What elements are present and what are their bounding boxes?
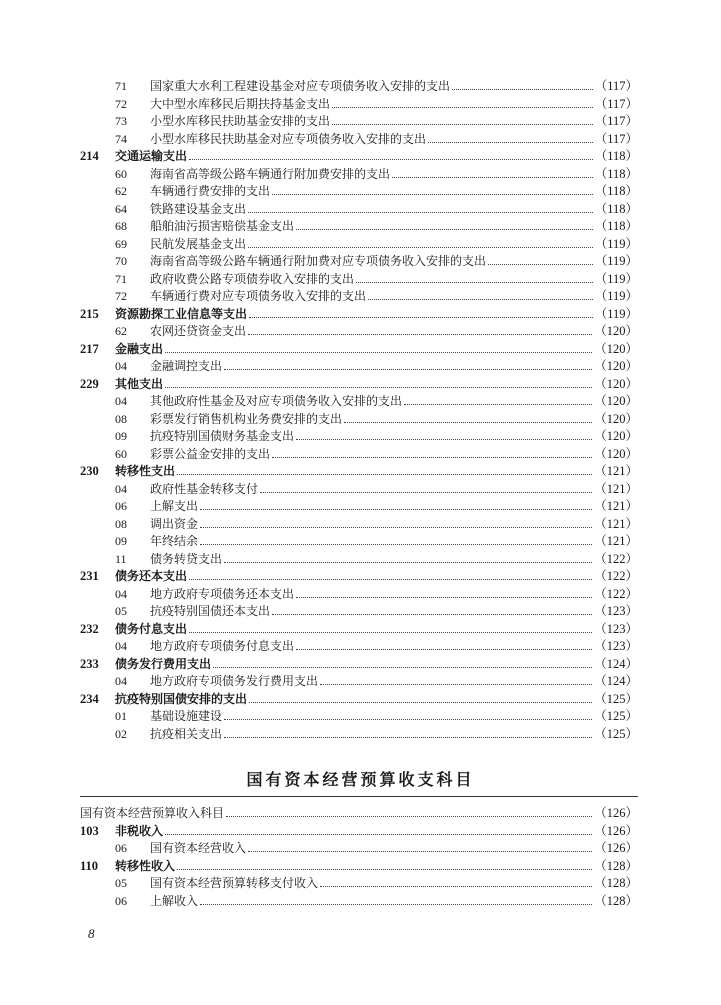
toc-entry	[80, 893, 638, 911]
toc-entry	[80, 691, 638, 709]
toc-entry-page: （117）	[594, 131, 638, 146]
toc-entry-code: 234	[80, 691, 99, 706]
toc-leader-dots	[488, 264, 593, 265]
toc-entry	[80, 428, 638, 446]
toc-entry	[80, 638, 638, 656]
toc-entry	[80, 463, 638, 481]
toc-entry-page: （126）	[594, 823, 638, 838]
toc-entry-page: （125）	[594, 726, 638, 741]
toc-leader-dots	[224, 719, 592, 720]
toc-entry-code: 09	[115, 429, 127, 443]
toc-entry-code: 72	[115, 289, 127, 303]
toc-entry-code: 72	[115, 96, 127, 111]
toc-entry	[80, 603, 638, 621]
page-number: 8	[88, 926, 95, 941]
toc-entry-title: 彩票发行销售机构业务费安排的支出	[150, 411, 343, 426]
toc-entry-page: （122）	[594, 586, 638, 601]
toc-leader-dots	[224, 737, 592, 738]
toc-leader-dots	[272, 457, 592, 458]
toc-leader-dots	[272, 614, 592, 615]
toc-entry-title: 转移性支出	[115, 464, 176, 478]
toc-entry-title: 民航发展基金支出	[150, 236, 247, 251]
toc-entry	[80, 673, 638, 691]
toc-entry	[80, 78, 638, 96]
toc-entry-title: 小型水库移民扶助基金对应专项债务收入安排的支出	[150, 131, 427, 146]
toc-entry-code: 73	[115, 114, 127, 128]
toc-entry	[80, 96, 638, 114]
toc-leader-dots	[428, 142, 593, 143]
toc-leader-dots	[249, 702, 592, 703]
toc-entry-title: 铁路建设基金支出	[150, 201, 247, 216]
toc-entry-title: 地方政府专项债务还本支出	[150, 586, 295, 601]
toc-entry-page: （121）	[594, 481, 638, 496]
toc-leader-dots	[296, 649, 592, 650]
toc-entry-code: 11	[115, 551, 127, 566]
toc-entry	[80, 113, 638, 131]
toc-entry	[80, 446, 638, 464]
toc-entry-page: （124）	[594, 656, 638, 671]
toc-entry-page: （121）	[594, 516, 638, 531]
toc-leader-dots	[332, 107, 593, 108]
toc-entry-code: 68	[115, 219, 127, 233]
toc-entry	[80, 253, 638, 271]
toc-entry-page: （123）	[594, 604, 638, 618]
toc-entry-code: 04	[115, 481, 127, 496]
toc-entry-title: 车辆通行费对应专项债务收入安排的支出	[150, 289, 367, 303]
toc-leader-dots	[165, 352, 592, 353]
section-rule	[80, 796, 638, 797]
toc-entry-code: 217	[80, 341, 99, 356]
toc-entry-page: （128）	[594, 858, 638, 873]
toc-entry	[80, 481, 638, 499]
toc-leader-dots	[296, 229, 593, 230]
toc-entry-code: 08	[115, 411, 127, 426]
toc-entry-page: （128）	[594, 893, 638, 908]
toc-entry-title: 资源勘探工业信息等支出	[115, 306, 248, 321]
toc-leader-dots	[260, 492, 592, 493]
toc-entry-title: 债务还本支出	[115, 569, 188, 583]
toc-entry-code: 05	[115, 604, 127, 618]
toc-leader-dots	[177, 474, 592, 475]
toc-entry-title: 政府性基金转移支付	[150, 481, 259, 496]
table-of-contents-lower	[80, 805, 638, 910]
toc-entry	[80, 148, 638, 166]
toc-leader-dots	[248, 334, 592, 335]
toc-entry	[80, 131, 638, 149]
toc-entry-title: 农网还贷资金支出	[150, 324, 247, 338]
toc-entry-code: 64	[115, 201, 127, 216]
toc-entry	[80, 840, 638, 858]
toc-entry-page: （120）	[594, 341, 638, 356]
toc-entry-code: 60	[115, 166, 127, 181]
table-of-contents-upper	[80, 78, 638, 743]
toc-entry-code: 233	[80, 656, 99, 671]
toc-entry-page: （120）	[594, 429, 638, 443]
toc-entry-page: （122）	[594, 551, 638, 566]
toc-entry-title: 国有资本经营收入	[150, 841, 247, 855]
toc-entry-page: （119）	[594, 306, 638, 321]
toc-entry-page: （119）	[594, 289, 638, 303]
toc-entry-page: （119）	[594, 271, 638, 286]
toc-entry-title: 转移性收入	[115, 858, 176, 873]
toc-leader-dots	[404, 404, 592, 405]
toc-leader-dots	[344, 422, 592, 423]
toc-entry-code: 04	[115, 639, 127, 653]
toc-entry-code: 69	[115, 236, 127, 251]
toc-entry-code: 02	[115, 726, 127, 741]
toc-entry-code: 232	[80, 621, 99, 636]
toc-entry	[80, 708, 638, 726]
toc-entry-page: （117）	[594, 79, 638, 93]
toc-entry-page: （120）	[594, 324, 638, 338]
toc-entry	[80, 621, 638, 639]
toc-entry	[80, 218, 638, 236]
toc-entry-page: （121）	[594, 464, 638, 478]
toc-leader-dots	[248, 212, 593, 213]
toc-entry-page: （123）	[594, 639, 638, 653]
toc-entry	[80, 341, 638, 359]
toc-entry	[80, 201, 638, 219]
toc-entry-page: （125）	[594, 691, 638, 706]
toc-entry-title: 政府收费公路专项债券收入安排的支出	[150, 271, 355, 286]
toc-leader-dots	[296, 597, 592, 598]
toc-entry-code: 08	[115, 516, 127, 531]
toc-entry	[80, 393, 638, 411]
toc-leader-dots	[189, 579, 592, 580]
toc-entry-code: 214	[80, 149, 99, 163]
toc-leader-dots	[224, 369, 592, 370]
toc-entry-title: 大中型水库移民后期扶持基金支出	[150, 96, 331, 111]
toc-entry-title: 国有资本经营预算转移支付收入	[150, 876, 319, 890]
toc-entry-title: 小型水库移民扶助基金安排的支出	[150, 114, 331, 128]
toc-leader-dots	[213, 667, 592, 668]
toc-entry-title: 国家重大水利工程建设基金对应专项债务收入安排的支出	[150, 79, 451, 93]
toc-entry	[80, 271, 638, 289]
toc-entry-code: 231	[80, 569, 99, 583]
toc-leader-dots	[165, 834, 592, 835]
toc-entry-page: （119）	[594, 254, 638, 268]
toc-entry-title: 抗疫特别国债还本支出	[150, 604, 271, 618]
toc-entry-title: 金融调控支出	[150, 359, 223, 373]
toc-leader-dots	[165, 387, 592, 388]
toc-leader-dots	[248, 851, 592, 852]
toc-entry-title: 债务付息支出	[115, 621, 188, 636]
toc-leader-dots	[249, 317, 593, 318]
toc-entry-page: （117）	[594, 96, 638, 111]
toc-entry-title: 债务发行费用支出	[115, 656, 212, 671]
toc-entry-title: 其他支出	[115, 376, 164, 391]
toc-entry-code: 04	[115, 359, 127, 373]
toc-leader-dots	[296, 439, 592, 440]
toc-entry-page: （122）	[594, 569, 638, 583]
toc-entry	[80, 183, 638, 201]
toc-entry-page: （120）	[594, 446, 638, 461]
toc-entry-title: 海南省高等级公路车辆通行附加费对应专项债务收入安排的支出	[150, 254, 487, 268]
toc-entry-code: 06	[115, 499, 127, 513]
toc-entry-page: （118）	[594, 184, 638, 198]
toc-leader-dots	[320, 684, 592, 685]
toc-entry-title: 国有资本经营预算收入科目	[80, 806, 225, 820]
toc-entry	[80, 805, 638, 823]
toc-entry	[80, 516, 638, 534]
toc-entry-code: 230	[80, 464, 99, 478]
toc-entry-code: 01	[115, 709, 127, 723]
toc-entry-page: （120）	[594, 376, 638, 391]
toc-entry-title: 交通运输支出	[115, 149, 188, 163]
toc-entry-code: 04	[115, 586, 127, 601]
toc-entry-code: 74	[115, 131, 127, 146]
toc-entry-title: 海南省高等级公路车辆通行附加费安排的支出	[150, 166, 391, 181]
toc-entry-code: 04	[115, 674, 127, 688]
toc-leader-dots	[189, 159, 593, 160]
toc-entry-code: 62	[115, 324, 127, 338]
toc-entry-page: （117）	[594, 114, 638, 128]
toc-entry-page: （120）	[594, 394, 638, 408]
toc-entry	[80, 586, 638, 604]
toc-leader-dots	[332, 124, 593, 125]
toc-entry-code: 09	[115, 534, 127, 548]
toc-entry-page: （121）	[594, 499, 638, 513]
toc-entry-code: 04	[115, 394, 127, 408]
toc-entry-page: （128）	[594, 876, 638, 890]
toc-entry-title: 基础设施建设	[150, 709, 223, 723]
toc-entry	[80, 288, 638, 306]
toc-entry-title: 调出资金	[150, 516, 199, 531]
toc-entry	[80, 166, 638, 184]
toc-leader-dots	[392, 177, 593, 178]
toc-entry	[80, 358, 638, 376]
toc-entry-title: 彩票公益金安排的支出	[150, 446, 271, 461]
toc-entry-title: 金融支出	[115, 341, 164, 356]
toc-entry	[80, 533, 638, 551]
toc-entry-title: 上解收入	[150, 893, 199, 908]
toc-entry-code: 60	[115, 446, 127, 461]
toc-entry-code: 215	[80, 306, 99, 321]
toc-entry	[80, 236, 638, 254]
toc-leader-dots	[224, 562, 592, 563]
toc-entry	[80, 498, 638, 516]
toc-entry-title: 抗疫特别国债财务基金支出	[150, 429, 295, 443]
toc-entry-code: 71	[115, 79, 127, 93]
toc-entry-page: （123）	[594, 621, 638, 636]
toc-leader-dots	[356, 282, 593, 283]
toc-entry-page: （120）	[594, 411, 638, 426]
toc-leader-dots	[200, 509, 592, 510]
toc-entry-title: 抗疫特别国债安排的支出	[115, 691, 248, 706]
toc-entry-title: 船舶油污损害赔偿基金支出	[150, 219, 295, 233]
toc-entry-page: （118）	[594, 219, 638, 233]
toc-entry-code: 62	[115, 184, 127, 198]
toc-entry	[80, 551, 638, 569]
toc-entry	[80, 875, 638, 893]
toc-entry-title: 车辆通行费安排的支出	[150, 184, 271, 198]
toc-entry	[80, 656, 638, 674]
toc-entry-page: （118）	[594, 201, 638, 216]
toc-leader-dots	[177, 869, 592, 870]
toc-entry-page: （118）	[594, 149, 638, 163]
toc-leader-dots	[200, 527, 592, 528]
toc-entry-title: 地方政府专项债务发行费用支出	[150, 674, 319, 688]
toc-entry-code: 05	[115, 876, 127, 890]
toc-leader-dots	[226, 816, 592, 817]
toc-entry	[80, 411, 638, 429]
toc-leader-dots	[200, 904, 592, 905]
toc-entry-code: 71	[115, 271, 127, 286]
toc-entry	[80, 823, 638, 841]
toc-leader-dots	[320, 886, 592, 887]
toc-entry-page: （118）	[594, 166, 638, 181]
toc-entry-code: 103	[80, 823, 99, 838]
toc-entry	[80, 306, 638, 324]
toc-entry	[80, 858, 638, 876]
toc-entry	[80, 726, 638, 744]
toc-entry-title: 抗疫相关支出	[150, 726, 223, 741]
toc-entry	[80, 323, 638, 341]
toc-entry	[80, 376, 638, 394]
toc-entry-page: （126）	[594, 841, 638, 855]
toc-entry-code: 06	[115, 893, 127, 908]
toc-entry-code: 06	[115, 841, 127, 855]
toc-entry-title: 其他政府性基金及对应专项债务收入安排的支出	[150, 394, 403, 408]
toc-leader-dots	[189, 632, 592, 633]
toc-entry-code: 110	[80, 858, 99, 873]
toc-leader-dots	[368, 299, 593, 300]
section-heading: 国有资本经营预算收支科目	[246, 770, 475, 789]
toc-entry-code: 70	[115, 254, 127, 268]
toc-entry-title: 年终结余	[150, 534, 199, 548]
toc-entry-page: （125）	[594, 709, 638, 723]
toc-leader-dots	[248, 247, 593, 248]
toc-entry-page: （124）	[594, 674, 638, 688]
toc-entry-title: 非税收入	[115, 823, 164, 838]
toc-entry-page: （120）	[594, 359, 638, 373]
toc-leader-dots	[452, 89, 593, 90]
toc-entry-page: （121）	[594, 534, 638, 548]
toc-entry-code: 229	[80, 376, 99, 391]
toc-entry-page: （126）	[594, 806, 638, 820]
toc-leader-dots	[200, 544, 592, 545]
toc-entry-title: 债务转贷支出	[150, 551, 223, 566]
toc-entry-title: 地方政府专项债务付息支出	[150, 639, 295, 653]
toc-entry-title: 上解支出	[150, 499, 199, 513]
toc-entry	[80, 568, 638, 586]
toc-entry-page: （119）	[594, 236, 638, 251]
toc-leader-dots	[272, 194, 593, 195]
